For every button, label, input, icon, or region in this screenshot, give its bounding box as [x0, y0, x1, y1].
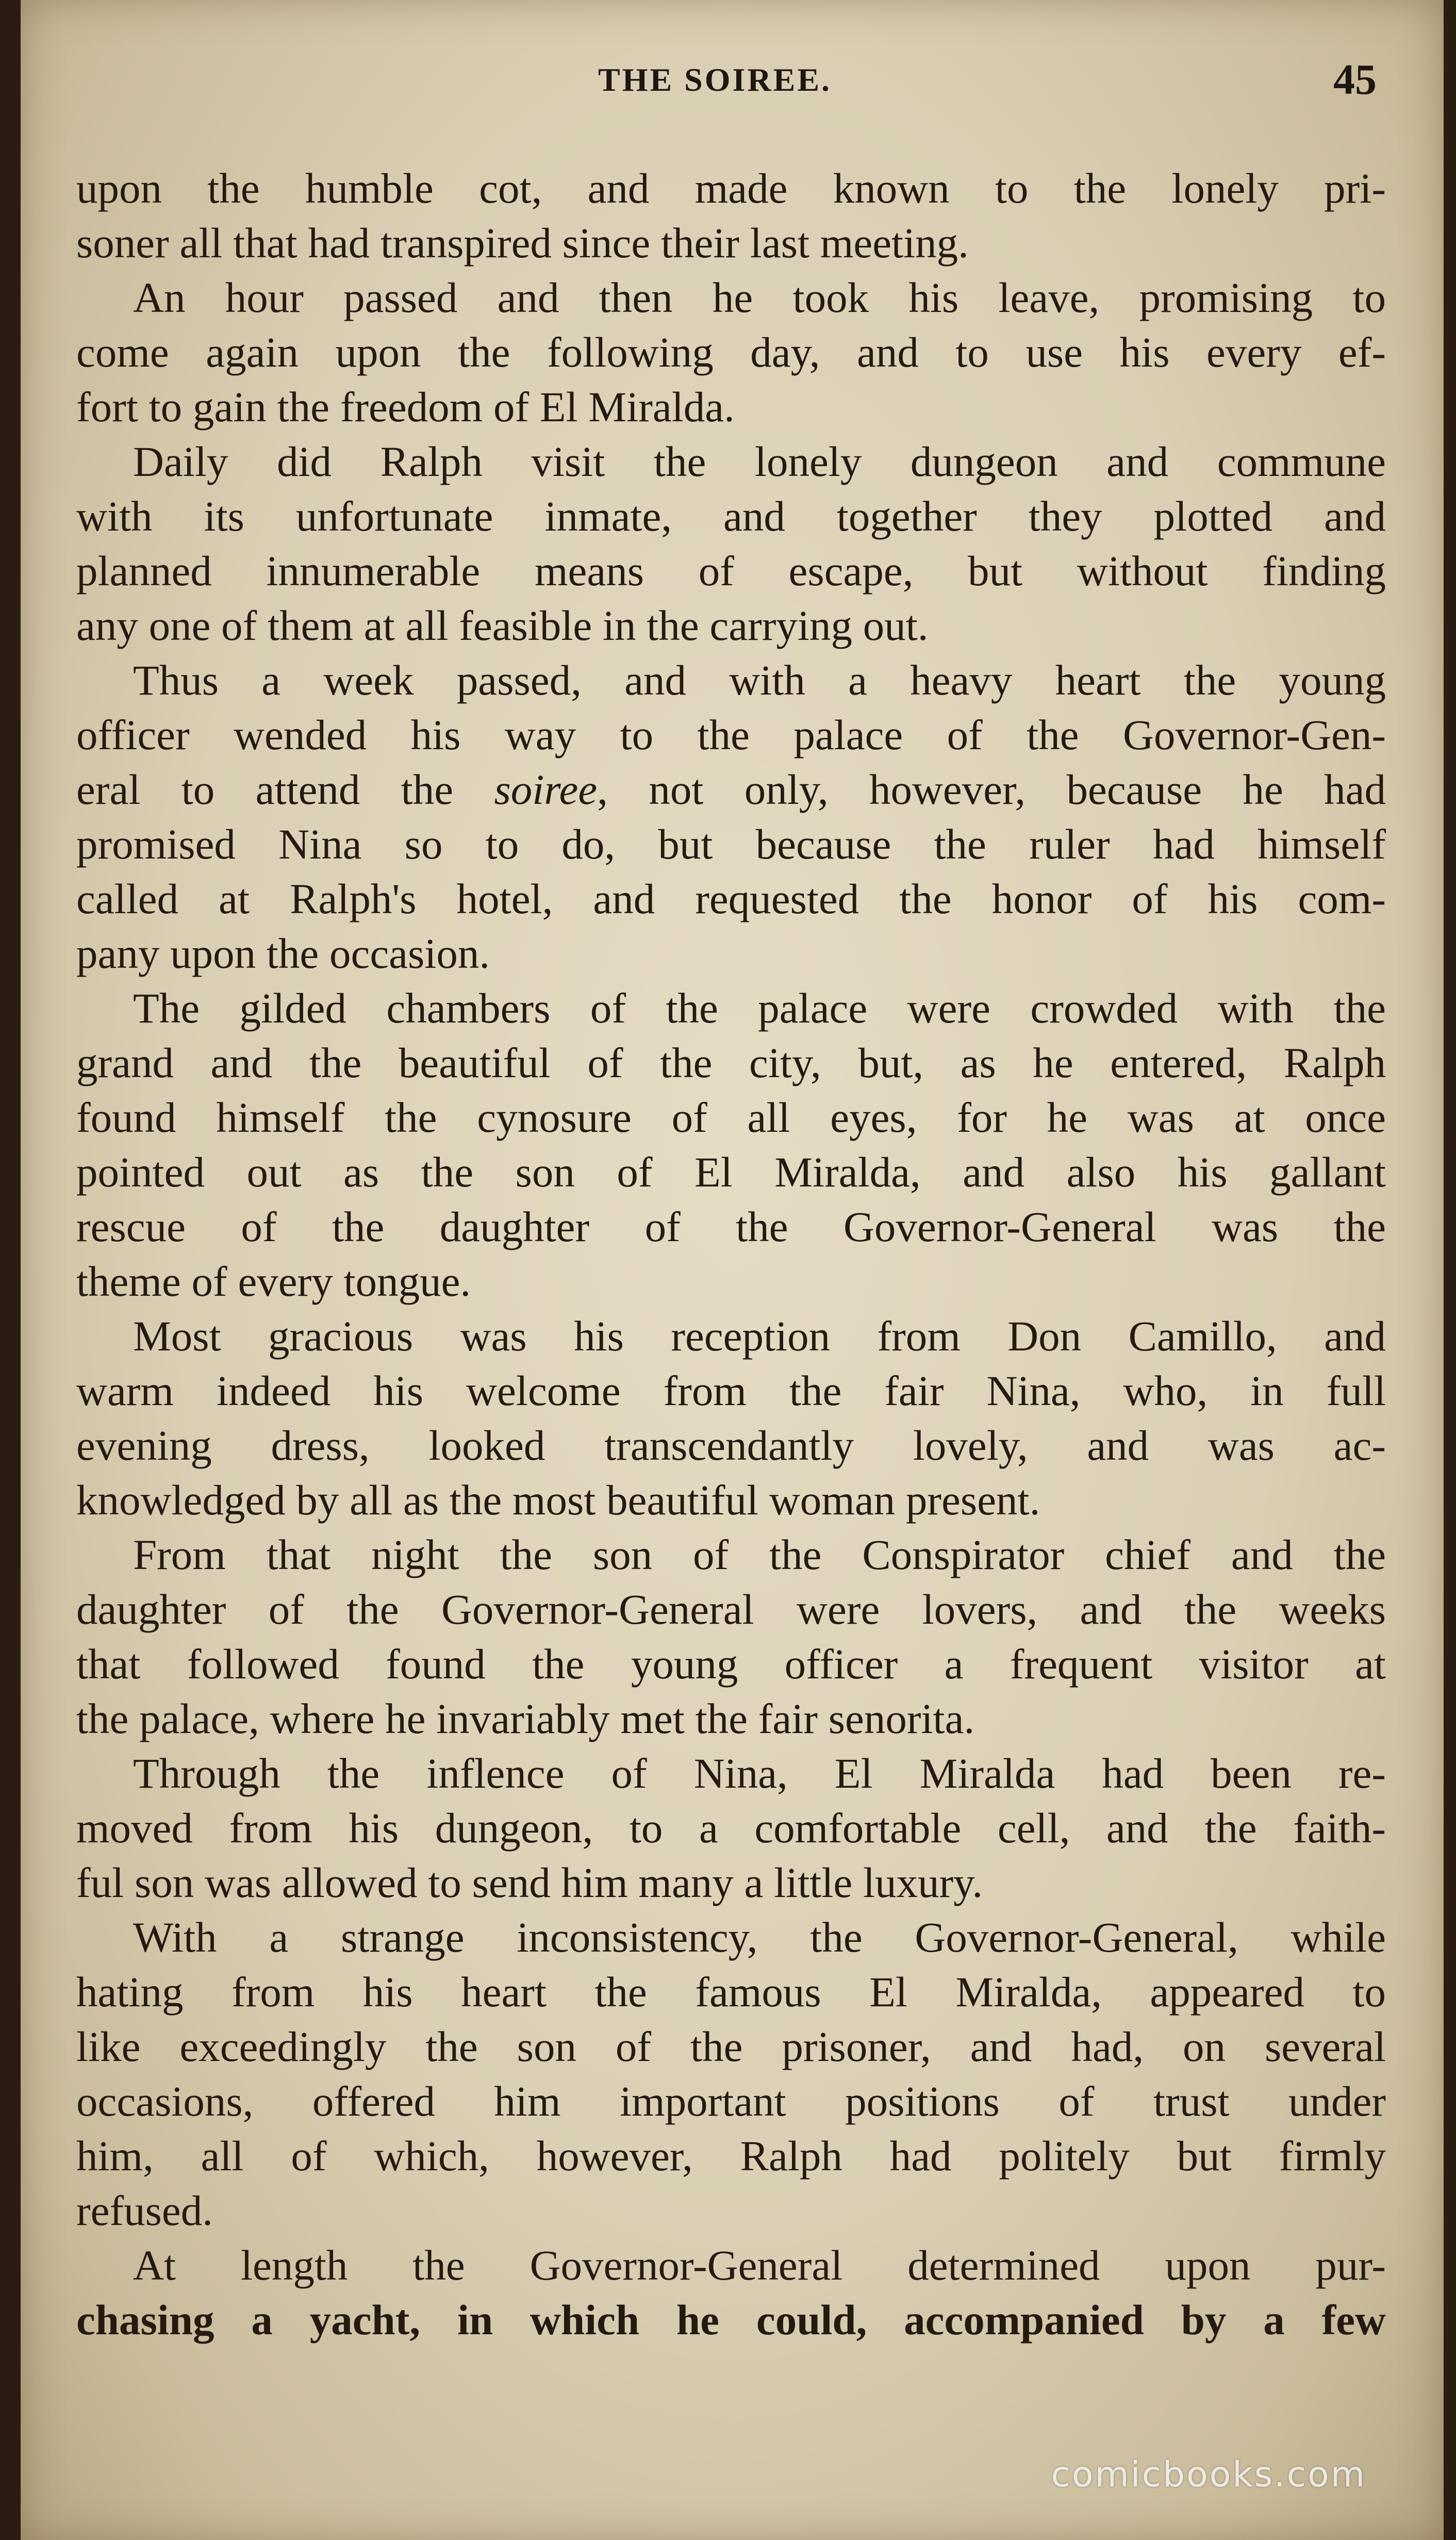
- text-line: called at Ralph's hotel, and requested the honor of his com-: [76, 875, 1386, 922]
- page-number: 45: [1333, 56, 1377, 104]
- text-line: him, all of which, however, Ralph had politely but firmly: [76, 2132, 1386, 2180]
- text-line: Most gracious was his reception from Don Camillo, and: [133, 1312, 1386, 1360]
- text-line: with its unfortunate inmate, and together they plotted and: [76, 492, 1386, 540]
- text-line: Thus a week passed, and with a heavy heart the young: [133, 656, 1386, 704]
- text-line: The gilded chambers of the palace were crowded with the: [133, 984, 1386, 1032]
- text-line: theme of every tongue.: [76, 1258, 471, 1305]
- text-line: Through the inflence of Nina, El Miralda had been re-: [133, 1750, 1386, 1797]
- text-line: officer wended his way to the palace of the Governor-Gen-: [76, 711, 1386, 758]
- chapter-title: THE SOIREE.: [598, 61, 832, 98]
- text-line: planned innumerable means of escape, but without finding: [76, 547, 1386, 595]
- text-line: hating from his heart the famous El Miralda, appeared to: [76, 1968, 1386, 2016]
- running-head: [21, 56, 1444, 118]
- text-line: daughter of the Governor-General were lovers, and the weeks: [76, 1586, 1386, 1633]
- text-line: promised Nina so to do, but because the ruler had himself: [76, 820, 1386, 868]
- book-page: [21, 0, 1444, 2540]
- body-text: [76, 161, 1386, 2347]
- text-line: An hour passed and then he took his leave, promising to: [133, 274, 1386, 321]
- text-line: eral to attend the soiree, not only, however, because he had: [76, 766, 1386, 813]
- text-line: From that night the son of the Conspirator chief and the: [133, 1531, 1386, 1578]
- text-line: occasions, offered him important positions of trust under: [76, 2077, 1386, 2125]
- text-line: that followed found the young officer a frequent visitor at: [76, 1640, 1386, 1688]
- text-line: found himself the cynosure of all eyes, for he was at once: [76, 1094, 1386, 1141]
- text-line: evening dress, looked transcendantly lovely, and was ac-: [76, 1422, 1386, 1469]
- text-line: At length the Governor-General determined upon pur-: [133, 2241, 1386, 2289]
- text-line: come again upon the following day, and to use his every ef-: [76, 328, 1386, 376]
- italic-word: soiree: [494, 766, 598, 813]
- text-line: ful son was allowed to send him many a little luxury.: [76, 1859, 983, 1906]
- text-line: pany upon the occasion.: [76, 930, 490, 977]
- text-line: any one of them at all feasible in the carrying out.: [76, 602, 929, 649]
- text-line: like exceedingly the son of the prisoner, and had, on several: [76, 2023, 1386, 2070]
- text-line: fort to gain the freedom of El Miralda.: [76, 383, 735, 431]
- text-line: chasing a yacht, in which he could, accompanied by a few: [76, 2296, 1386, 2344]
- text-line: rescue of the daughter of the Governor-General was the: [76, 1203, 1386, 1250]
- text-line: warm indeed his welcome from the fair Nina, who, in full: [76, 1367, 1386, 1414]
- text-line: moved from his dungeon, to a comfortable cell, and the faith-: [76, 1804, 1386, 1852]
- text-line: upon the humble cot, and made known to the lonely pri-: [76, 164, 1386, 212]
- text-line: Daily did Ralph visit the lonely dungeon and commune: [133, 438, 1386, 485]
- watermark-text: comicbooks.com: [1051, 2454, 1366, 2495]
- text-line: the palace, where he invariably met the fair senorita.: [76, 1695, 975, 1742]
- text-line: refused.: [76, 2187, 213, 2234]
- text-line: soner all that had transpired since their last meeting.: [76, 219, 969, 267]
- text-line: knowledged by all as the most beautiful woman present.: [76, 1476, 1040, 1524]
- text-line: With a strange inconsistency, the Governor-General, while: [133, 1914, 1386, 1961]
- text-line: grand and the beautiful of the city, but, as he entered, Ralph: [76, 1039, 1386, 1086]
- text-line: pointed out as the son of El Miralda, and also his gallant: [76, 1148, 1386, 1196]
